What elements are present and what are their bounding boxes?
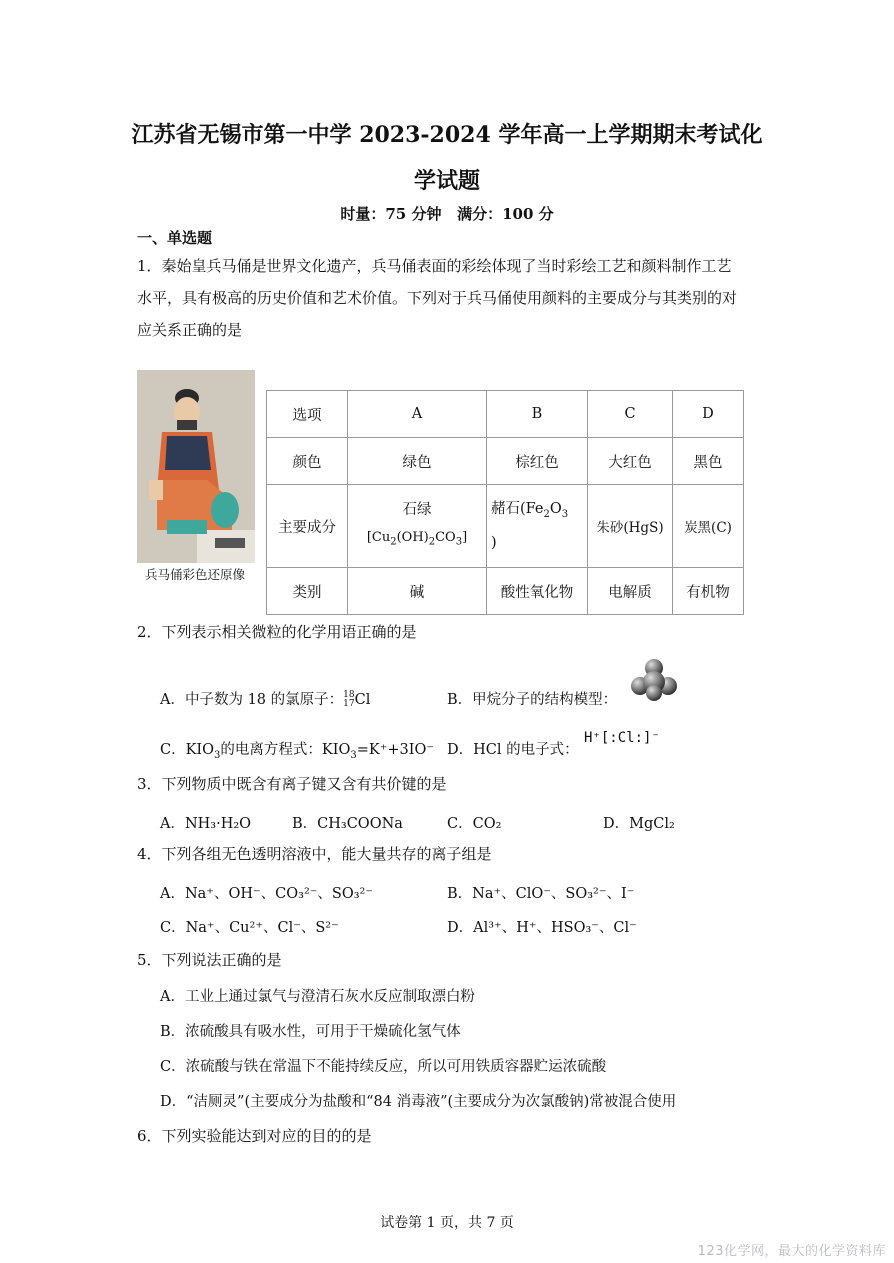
- table-cell: D: [673, 391, 744, 438]
- table-cell: C: [588, 391, 673, 438]
- table-cell: 选项: [267, 391, 348, 438]
- table-cell: A: [348, 391, 487, 438]
- option-5d: D．“洁厕灵”(主要成分为盐酸和“84 消毒液”(主要成分为次氯酸钠)常被混合使用: [160, 1094, 677, 1110]
- option-5b: B．浓硫酸具有吸水性，可用于干燥硫化氢气体: [160, 1024, 461, 1040]
- table-cell: 碱: [348, 568, 487, 615]
- option-3c: C．CO₂: [447, 816, 502, 832]
- option-2a: A．中子数为 18 的氯原子：18 17Cl: [160, 690, 371, 709]
- question-2: 2．下列表示相关微粒的化学用语正确的是: [137, 623, 417, 641]
- question-number: 6．: [137, 1127, 162, 1145]
- question-6: 6．下列实验能达到对应的目的的是: [137, 1127, 372, 1145]
- question-number: 5．: [137, 951, 162, 969]
- table-cell: 酸性氧化物: [487, 568, 588, 615]
- section-heading: 一、单选题: [137, 229, 213, 247]
- table-cell: 类别: [267, 568, 348, 615]
- option-3b: B．CH₃COONa: [292, 816, 403, 832]
- table-cell: 棕红色: [487, 438, 588, 485]
- table-cell: 电解质: [588, 568, 673, 615]
- question-number: 4．: [137, 845, 162, 863]
- question-5: 5．下列说法正确的是: [137, 951, 282, 969]
- option-4d: D．Al³⁺、H⁺、HSO₃⁻、Cl⁻: [447, 920, 637, 936]
- question-4: 4．下列各组无色透明溶液中，能大量共存的离子组是: [137, 845, 492, 863]
- question-number: 2．: [137, 623, 162, 641]
- table-cell: 绿色: [348, 438, 487, 485]
- option-3d: D．MgCl₂: [603, 816, 675, 832]
- table-cell: 有机物: [673, 568, 744, 615]
- exam-meta: 时量：75 分钟 满分：100 分: [340, 205, 554, 223]
- pigment-table: [266, 390, 744, 615]
- table-cell: 黑色: [673, 438, 744, 485]
- option-2b: B．甲烷分子的结构模型：: [447, 692, 618, 708]
- option-4c: C．Na⁺、Cu²⁺、Cl⁻、S²⁻: [160, 920, 339, 936]
- exam-title-line2: 学试题: [413, 168, 480, 194]
- photo-caption: 兵马俑彩色还原像: [145, 567, 246, 582]
- table-cell: 主要成分: [267, 485, 348, 568]
- table-cell: 朱砂(HgS): [588, 485, 673, 568]
- option-2d: D．HCl 的电子式：: [447, 742, 579, 758]
- question-number: 1．: [137, 257, 162, 275]
- question-1: 1．秦始皇兵马俑是世界文化遗产，兵马俑表面的彩绘体现了当时彩绘工艺和颜料制作工艺 水平，具有极高的历史价值和艺术价值。下列对于兵马俑使用颜料的主要成分与其类别的对 应关系正确的是: [137, 257, 738, 339]
- table-cell: 炭黑(C): [673, 485, 744, 568]
- hcl-electron-formula: H⁺[:Cl:]⁻: [584, 730, 660, 746]
- table-cell: 赭石($Fe_2O_3$ ): [487, 485, 588, 568]
- option-5c: C．浓硫酸与铁在常温下不能持续反应，所以可用铁质容器贮运浓硫酸: [160, 1059, 607, 1075]
- exam-title-line1: 江苏省无锡市第一中学 2023-2024 学年高一上学期期末考试化: [131, 122, 763, 148]
- question-number: 3．: [137, 775, 162, 793]
- table-cell: B: [487, 391, 588, 438]
- table-cell: 大红色: [588, 438, 673, 485]
- page-footer: 试卷第 1 页，共 7 页: [380, 1215, 514, 1231]
- table-cell: 颜色: [267, 438, 348, 485]
- question-3: 3．下列物质中既含有离子键又含有共价键的是: [137, 775, 447, 793]
- option-4b: B．Na⁺、ClO⁻、SO₃²⁻、I⁻: [447, 886, 635, 902]
- option-2c: C．$KIO_3$的电离方程式：$KIO_3=K^++3IO^-$: [160, 742, 435, 761]
- option-3a: A．NH₃·H₂O: [160, 816, 252, 832]
- option-4a: A．Na⁺、OH⁻、CO₃²⁻、SO₃²⁻: [160, 886, 374, 902]
- watermark-text: 123化学网，最大的化学资料库: [697, 1244, 886, 1259]
- methane-model-icon: [626, 658, 682, 706]
- terracotta-warrior-photo: [137, 370, 255, 563]
- option-5a: A．工业上通过氯气与澄清石灰水反应制取漂白粉: [160, 989, 475, 1005]
- table-cell: 石绿 $[Cu_2(OH)_2CO_3]$: [348, 485, 487, 568]
